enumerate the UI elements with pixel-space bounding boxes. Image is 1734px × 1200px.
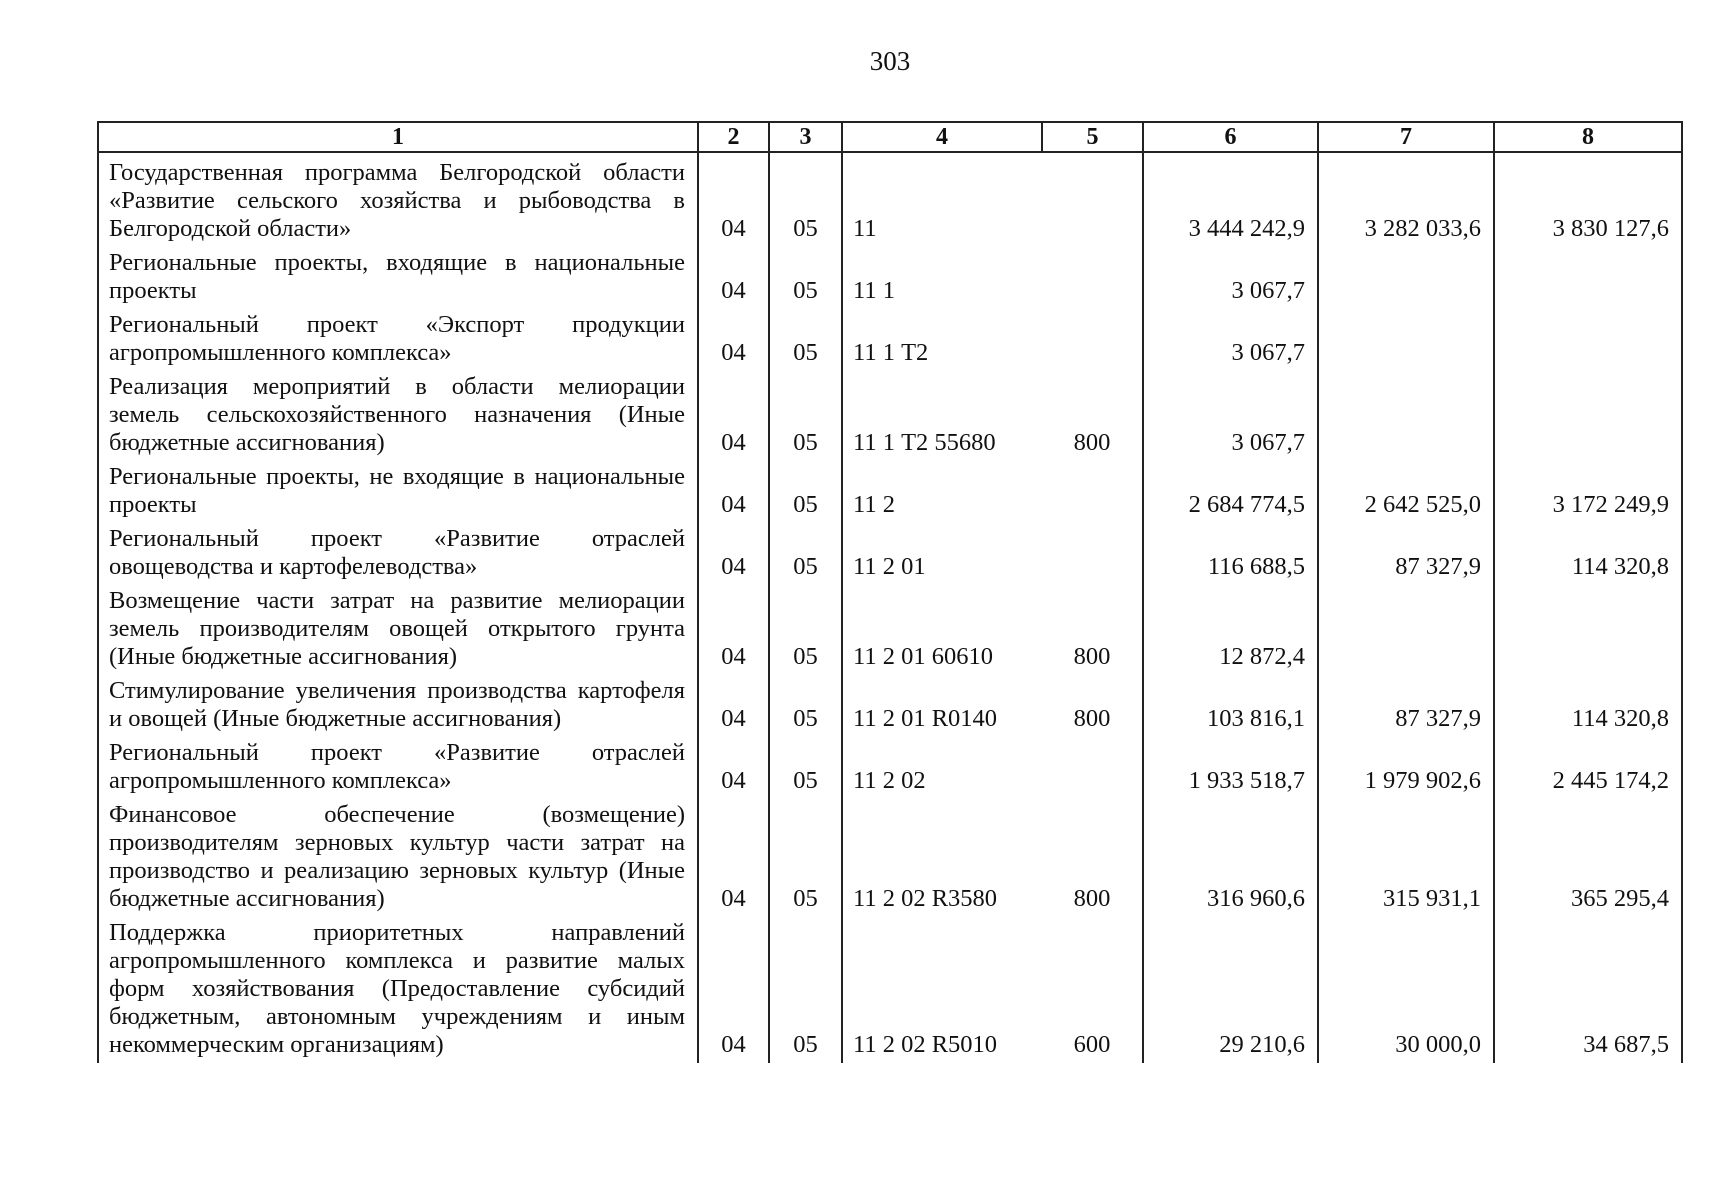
amount-year3-cell: 3 830 127,6 [1494, 152, 1682, 247]
amount-year2-cell: 3 282 033,6 [1318, 152, 1494, 247]
expense-type-cell: 800 [1042, 675, 1143, 737]
expense-type-cell: 800 [1042, 371, 1143, 461]
table-row [98, 675, 1682, 737]
target-article-cell: 11 2 01 60610 [842, 585, 1042, 675]
amount-year2-cell [1318, 247, 1494, 309]
table-row [98, 309, 1682, 371]
section-code-cell: 04 [698, 461, 769, 523]
amount-year1-cell: 3 067,7 [1143, 247, 1318, 309]
table-row [98, 152, 1682, 247]
amount-year1-cell: 2 684 774,5 [1143, 461, 1318, 523]
amount-year1-cell: 116 688,5 [1143, 523, 1318, 585]
target-article-cell: 11 1 Т2 [842, 309, 1042, 371]
subsection-code-cell: 05 [769, 523, 842, 585]
subsection-code-cell: 05 [769, 152, 842, 247]
column-header: 4 [842, 122, 1042, 152]
table-row [98, 461, 1682, 523]
section-code-cell: 04 [698, 309, 769, 371]
amount-year1-cell: 12 872,4 [1143, 585, 1318, 675]
amount-year2-cell [1318, 309, 1494, 371]
amount-year2-cell: 2 642 525,0 [1318, 461, 1494, 523]
amount-year3-cell: 365 295,4 [1494, 799, 1682, 917]
amount-year1-cell: 316 960,6 [1143, 799, 1318, 917]
subsection-code-cell: 05 [769, 309, 842, 371]
item-name-cell: Региональный проект «Развитие отраслей овощеводства и картофелеводства» [98, 523, 698, 585]
subsection-code-cell: 05 [769, 461, 842, 523]
subsection-code-cell: 05 [769, 585, 842, 675]
section-code-cell: 04 [698, 675, 769, 737]
item-name-cell: Поддержка приоритетных направлений агропромышленного комплекса и развитие малых форм хозяйствования (Предоставление субсидий бюджетным, автономным учреждениям и иным некоммерческим организациям) [98, 917, 698, 1063]
subsection-code-cell: 05 [769, 371, 842, 461]
table-row [98, 523, 1682, 585]
table-row [98, 799, 1682, 917]
table-row [98, 371, 1682, 461]
item-name-cell: Возмещение части затрат на развитие мелиорации земель производителям овощей открытого грунта (Иные бюджетные ассигнования) [98, 585, 698, 675]
table-header-row [98, 122, 1682, 152]
amount-year3-cell: 2 445 174,2 [1494, 737, 1682, 799]
expense-type-cell [1042, 152, 1143, 247]
section-code-cell: 04 [698, 585, 769, 675]
budget-table [97, 121, 1683, 1063]
target-article-cell: 11 2 01 [842, 523, 1042, 585]
target-article-cell: 11 [842, 152, 1042, 247]
expense-type-cell [1042, 309, 1143, 371]
amount-year2-cell: 87 327,9 [1318, 523, 1494, 585]
section-code-cell: 04 [698, 799, 769, 917]
amount-year2-cell: 87 327,9 [1318, 675, 1494, 737]
target-article-cell: 11 1 Т2 55680 [842, 371, 1042, 461]
amount-year1-cell: 3 067,7 [1143, 309, 1318, 371]
amount-year3-cell [1494, 247, 1682, 309]
column-header: 5 [1042, 122, 1143, 152]
subsection-code-cell: 05 [769, 247, 842, 309]
column-header: 2 [698, 122, 769, 152]
expense-type-cell [1042, 737, 1143, 799]
amount-year3-cell [1494, 585, 1682, 675]
amount-year2-cell: 1 979 902,6 [1318, 737, 1494, 799]
target-article-cell: 11 2 02 R3580 [842, 799, 1042, 917]
expense-type-cell [1042, 247, 1143, 309]
column-header: 8 [1494, 122, 1682, 152]
section-code-cell: 04 [698, 247, 769, 309]
table-body [98, 152, 1682, 1063]
target-article-cell: 11 2 [842, 461, 1042, 523]
column-header: 6 [1143, 122, 1318, 152]
page-number: 303 [869, 46, 911, 76]
amount-year3-cell: 114 320,8 [1494, 523, 1682, 585]
amount-year3-cell: 114 320,8 [1494, 675, 1682, 737]
target-article-cell: 11 2 02 R5010 [842, 917, 1042, 1063]
table-row [98, 247, 1682, 309]
amount-year3-cell [1494, 371, 1682, 461]
amount-year2-cell [1318, 585, 1494, 675]
section-code-cell: 04 [698, 917, 769, 1063]
subsection-code-cell: 05 [769, 737, 842, 799]
amount-year1-cell: 3 444 242,9 [1143, 152, 1318, 247]
subsection-code-cell: 05 [769, 799, 842, 917]
expense-type-cell: 600 [1042, 917, 1143, 1063]
item-name-cell: Стимулирование увеличения производства картофеля и овощей (Иные бюджетные ассигнования) [98, 675, 698, 737]
column-header: 3 [769, 122, 842, 152]
target-article-cell: 11 1 [842, 247, 1042, 309]
amount-year1-cell: 3 067,7 [1143, 371, 1318, 461]
table-row [98, 737, 1682, 799]
expense-type-cell: 800 [1042, 585, 1143, 675]
expense-type-cell [1042, 523, 1143, 585]
item-name-cell: Финансовое обеспечение (возмещение) производителям зерновых культур части затрат на производство и реализацию зерновых культур (Иные бюджетные ассигнования) [98, 799, 698, 917]
item-name-cell: Региональный проект «Развитие отраслей агропромышленного комплекса» [98, 737, 698, 799]
item-name-cell: Региональные проекты, входящие в национальные проекты [98, 247, 698, 309]
item-name-cell: Государственная программа Белгородской области «Развитие сельского хозяйства и рыбоводства в Белгородской области» [98, 152, 698, 247]
amount-year2-cell: 315 931,1 [1318, 799, 1494, 917]
expense-type-cell: 800 [1042, 799, 1143, 917]
amount-year3-cell [1494, 309, 1682, 371]
amount-year2-cell [1318, 371, 1494, 461]
amount-year3-cell: 3 172 249,9 [1494, 461, 1682, 523]
section-code-cell: 04 [698, 152, 769, 247]
item-name-cell: Региональный проект «Экспорт продукции агропромышленного комплекса» [98, 309, 698, 371]
amount-year1-cell: 1 933 518,7 [1143, 737, 1318, 799]
column-header: 1 [98, 122, 698, 152]
item-name-cell: Региональные проекты, не входящие в национальные проекты [98, 461, 698, 523]
subsection-code-cell: 05 [769, 917, 842, 1063]
table-row [98, 585, 1682, 675]
target-article-cell: 11 2 02 [842, 737, 1042, 799]
expense-type-cell [1042, 461, 1143, 523]
item-name-cell: Реализация мероприятий в области мелиорации земель сельскохозяйственного назначения (Иные бюджетные ассигнования) [98, 371, 698, 461]
section-code-cell: 04 [698, 523, 769, 585]
section-code-cell: 04 [698, 371, 769, 461]
table-row [98, 917, 1682, 1063]
column-header: 7 [1318, 122, 1494, 152]
amount-year1-cell: 29 210,6 [1143, 917, 1318, 1063]
target-article-cell: 11 2 01 R0140 [842, 675, 1042, 737]
subsection-code-cell: 05 [769, 675, 842, 737]
section-code-cell: 04 [698, 737, 769, 799]
amount-year1-cell: 103 816,1 [1143, 675, 1318, 737]
amount-year2-cell: 30 000,0 [1318, 917, 1494, 1063]
amount-year3-cell: 34 687,5 [1494, 917, 1682, 1063]
